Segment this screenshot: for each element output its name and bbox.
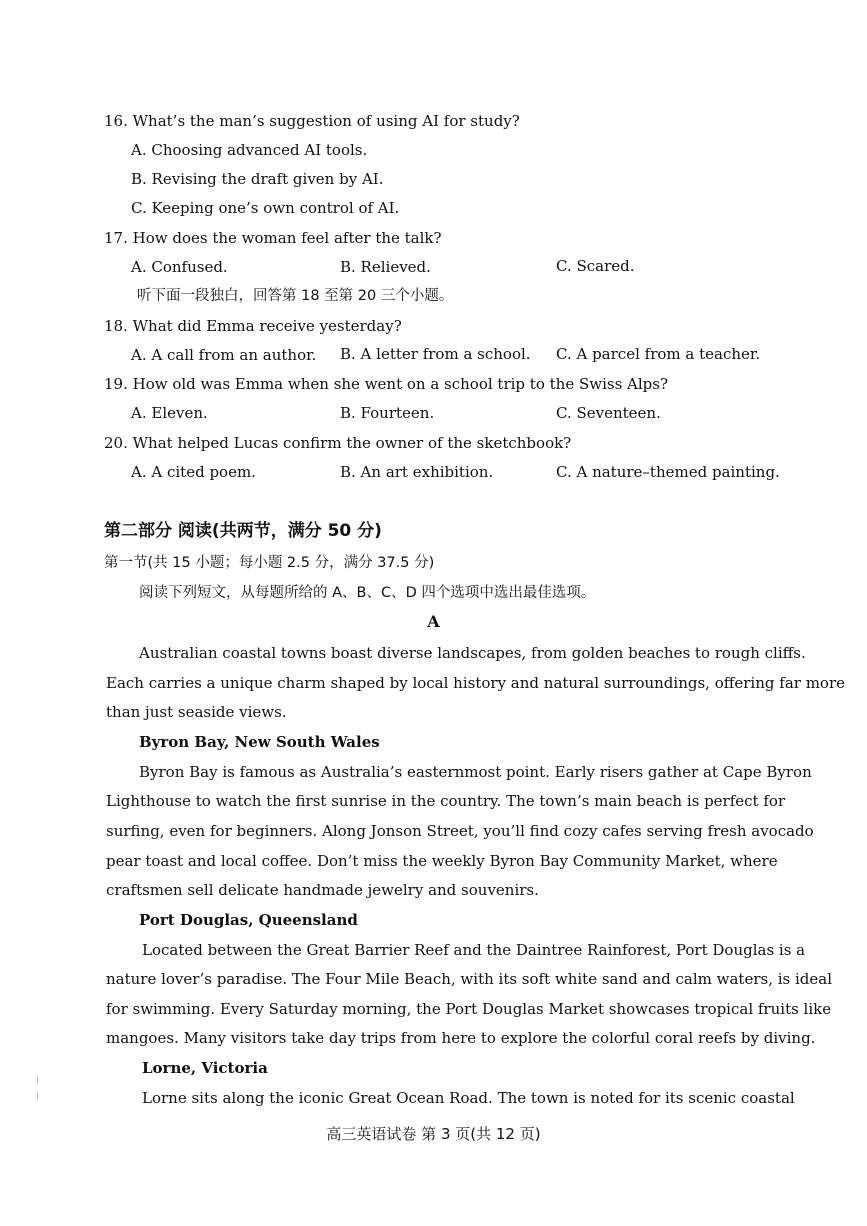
- paragraph-line: Lorne sits along the iconic Great Ocean Road. The town is noted for its scenic coastal: [142, 1089, 795, 1107]
- part-2-title: 第二部分 阅读(共两节，满分 50 分): [104, 521, 382, 541]
- question-20-stem: 20. What helped Lucas confirm the owner of the sketchbook?: [104, 434, 572, 452]
- paragraph-line: surfing, even for beginners. Along Jonson Street, you’ll find cozy cafes serving fresh avocado: [106, 822, 814, 840]
- paragraph-line: for swimming. Every Saturday morning, the Port Douglas Market showcases tropical fruits like: [106, 1000, 832, 1018]
- paragraph-line: pear toast and local coffee. Don’t miss the weekly Byron Bay Community Market, where: [106, 852, 778, 870]
- question-18-option-b: B. A letter from a school.: [340, 345, 531, 363]
- question-16-option-b: B. Revising the draft given by AI.: [131, 170, 384, 188]
- page-footer: 高三英语试卷 第 3 页(共 12 页): [326, 1125, 541, 1143]
- question-19-option-a: A. Eleven.: [131, 404, 208, 422]
- section-heading-byron-bay: Byron Bay, New South Wales: [139, 733, 380, 751]
- passage-intro-line: Each carries a unique charm shaped by local history and natural surroundings, offering far more: [106, 674, 845, 692]
- passage-intro-line: Australian coastal towns boast diverse landscapes, from golden beaches to rough cliffs.: [139, 644, 806, 662]
- paragraph-line: Byron Bay is famous as Australia’s easternmost point. Early risers gather at Cape Byron: [139, 763, 812, 781]
- monologue-instruction: 听下面一段独白，回答第 18 至第 20 三个小题。: [137, 288, 454, 304]
- paragraph-line: Located between the Great Barrier Reef and the Daintree Rainforest, Port Douglas is a: [142, 941, 806, 959]
- section-heading-lorne: Lorne, Victoria: [142, 1059, 268, 1077]
- question-16-option-a: A. Choosing advanced AI tools.: [131, 141, 368, 159]
- question-17-option-b: B. Relieved.: [340, 258, 431, 276]
- binding-margin-mark: [37, 1076, 38, 1084]
- question-18-option-a: A. A call from an author.: [131, 346, 317, 364]
- question-17-stem: 17. How does the woman feel after the talk?: [104, 229, 442, 247]
- question-17-option-a: A. Confused.: [131, 258, 228, 276]
- paragraph-line: mangoes. Many visitors take day trips from here to explore the colorful coral reefs by diving.: [106, 1029, 816, 1047]
- question-19-option-c: C. Seventeen.: [556, 404, 661, 422]
- reading-instruction: 阅读下列短文，从每题所给的 A、B、C、D 四个选项中选出最佳选项。: [139, 585, 596, 601]
- question-19-stem: 19. How old was Emma when she went on a school trip to the Swiss Alps?: [104, 375, 669, 393]
- question-20-option-b: B. An art exhibition.: [340, 463, 494, 481]
- question-18-option-c: C. A parcel from a teacher.: [556, 345, 761, 363]
- section-1-heading: 第一节(共 15 小题；每小题 2.5 分，满分 37.5 分): [104, 555, 435, 571]
- paragraph-line: craftsmen sell delicate handmade jewelry and souvenirs.: [106, 881, 539, 899]
- section-heading-port-douglas: Port Douglas, Queensland: [139, 911, 358, 929]
- binding-margin-mark: [37, 1092, 38, 1100]
- question-16-option-c: C. Keeping one’s own control of AI.: [131, 199, 400, 217]
- passage-intro-line: than just seaside views.: [106, 703, 287, 721]
- question-17-option-c: C. Scared.: [556, 257, 635, 275]
- paragraph-line: nature lover’s paradise. The Four Mile Beach, with its soft white sand and calm waters, is ideal: [106, 970, 833, 988]
- question-18-stem: 18. What did Emma receive yesterday?: [104, 317, 402, 335]
- question-16-stem: 16. What’s the man’s suggestion of using AI for study?: [104, 112, 520, 130]
- question-19-option-b: B. Fourteen.: [340, 404, 435, 422]
- question-20-option-c: C. A nature–themed painting.: [556, 463, 780, 481]
- passage-letter: A: [427, 612, 440, 631]
- question-20-option-a: A. A cited poem.: [131, 463, 256, 481]
- paragraph-line: Lighthouse to watch the first sunrise in the country. The town’s main beach is perfect for: [106, 792, 786, 810]
